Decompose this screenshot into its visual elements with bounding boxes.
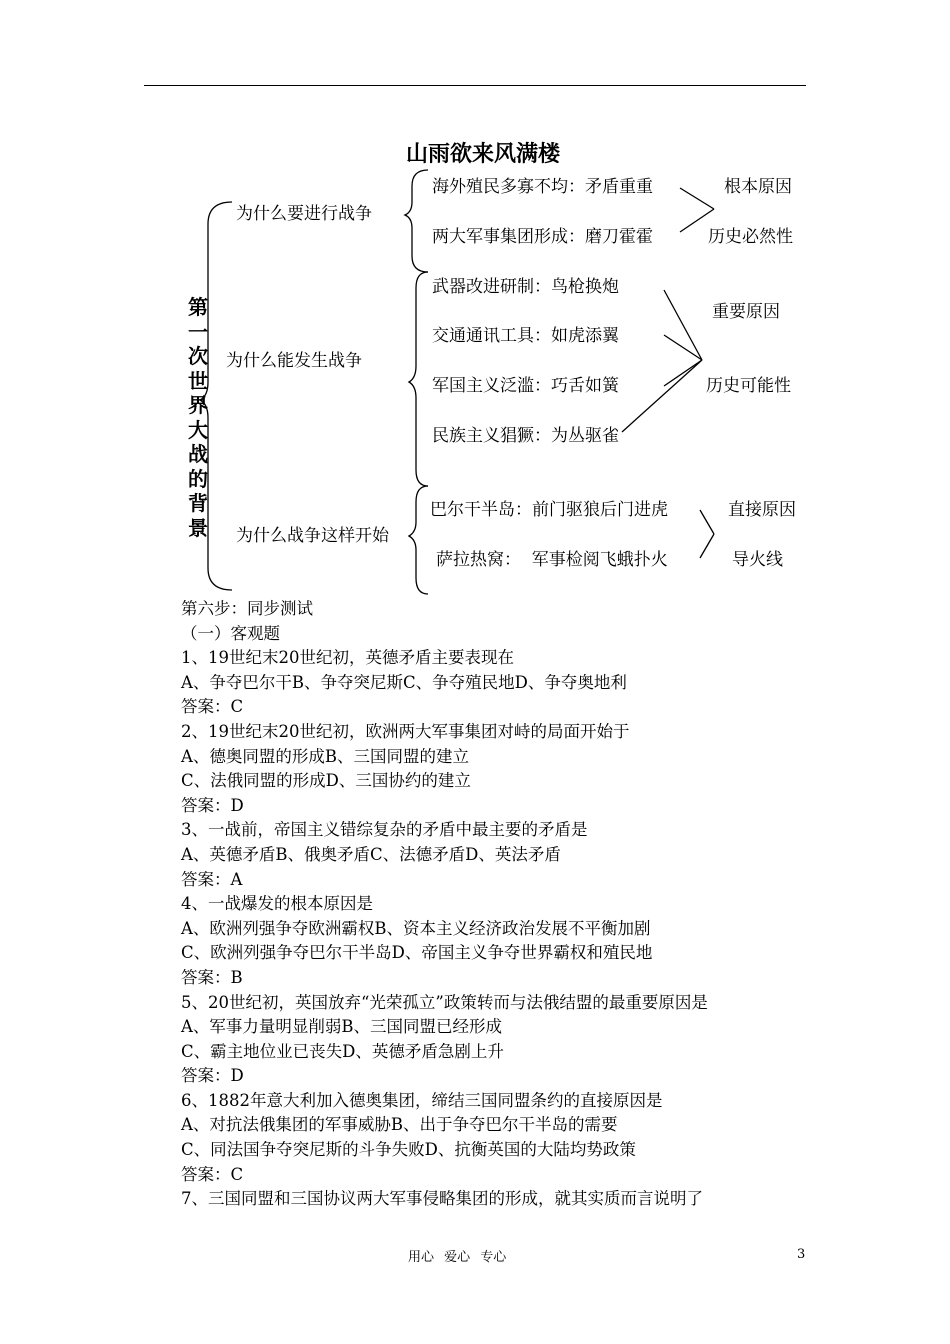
- option-line: A、军事力量明显削弱B、三国同盟已经形成: [181, 1017, 503, 1037]
- question-line: 2、19世纪末20世纪初，欧洲两大军事集团对峙的局面开始于: [181, 721, 630, 741]
- quiz-section: [181, 597, 821, 1212]
- answer-line: 答案：A: [181, 869, 243, 889]
- root-char: 界: [188, 393, 208, 417]
- connector-2a: [664, 290, 702, 360]
- root-char: 景: [188, 515, 208, 540]
- root-char: 一: [188, 319, 208, 344]
- question-line: 1、19世纪末20世纪初，英德矛盾主要表现在: [181, 648, 514, 668]
- result-3-2: 导火线: [732, 550, 783, 570]
- option-line: A、对抗法俄集团的军事威胁B、出于争夺巴尔干半岛的需要: [181, 1115, 618, 1135]
- diagram-title: 山雨欲来风满楼: [406, 142, 561, 167]
- answer-line: 答案：B: [181, 967, 243, 987]
- option-line: C、法俄同盟的形成D、三国协约的建立: [181, 771, 471, 791]
- answer-line: 答案：C: [181, 697, 244, 717]
- connector-3a: [700, 510, 714, 534]
- result-2-1: 重要原因: [712, 302, 780, 322]
- section-heading: 第六步：同步测试: [181, 599, 313, 618]
- item-2-2: 交通通讯工具：如虎添翼: [432, 326, 619, 346]
- question-3: 为什么战争这样开始: [236, 526, 389, 546]
- question-1: 为什么要进行战争: [236, 204, 372, 224]
- option-line: A、欧洲列强争夺欧洲霸权B、资本主义经济政治发展不平衡加剧: [181, 918, 651, 938]
- root-char: 世: [188, 368, 208, 393]
- option-line: A、德奥同盟的形成B、三国同盟的建立: [181, 746, 470, 766]
- option-line: A、英德矛盾B、俄奥矛盾C、法德矛盾D、英法矛盾: [181, 844, 561, 864]
- item-2-3: 军国主义泛滥：巧舌如簧: [432, 376, 619, 396]
- diagram-root-title: [184, 295, 212, 540]
- brace-1: [405, 170, 428, 272]
- item-3-1: 巴尔干半岛：前门驱狼后门进虎: [430, 500, 668, 520]
- brace-2: [409, 272, 428, 486]
- option-line: C、霸主地位业已丧失D、英德矛盾急剧上升: [181, 1041, 504, 1061]
- page-number: 3: [797, 1247, 806, 1262]
- result-1-2: 历史必然性: [708, 227, 793, 247]
- result-3-1: 直接原因: [728, 500, 796, 520]
- item-2-1: 武器改进研制：鸟枪换炮: [432, 277, 619, 297]
- result-2-2: 历史可能性: [706, 376, 791, 396]
- root-char: 第: [188, 295, 208, 319]
- connector-1a: [680, 188, 714, 209]
- option-line: C、同法国争夺突尼斯的斗争失败D、抗衡英国的大陆均势政策: [181, 1140, 636, 1160]
- option-line: A、争夺巴尔干B、争夺突尼斯C、争夺殖民地D、争夺奥地利: [181, 672, 627, 692]
- page-footer: 用心 爱心 专心: [408, 1250, 507, 1265]
- question-line: 7、三国同盟和三国协议两大军事侵略集团的形成，就其实质而言说明了: [181, 1189, 703, 1209]
- connector-3b: [700, 534, 714, 558]
- option-line: C、欧洲列强争夺巴尔干半岛D、帝国主义争夺世界霸权和殖民地: [181, 943, 653, 963]
- connector-2b: [664, 335, 702, 360]
- item-1-1: 海外殖民多寡不均：矛盾重重: [432, 177, 653, 197]
- result-1-1: 根本原因: [724, 177, 792, 197]
- answer-line: 答案：D: [181, 795, 244, 815]
- concept-diagram: [0, 0, 950, 600]
- root-char: 战: [188, 442, 208, 466]
- answer-line: 答案：D: [181, 1066, 244, 1086]
- question-line: 6、1882年意大利加入德奥集团，缔结三国同盟条约的直接原因是: [181, 1090, 663, 1110]
- question-line: 4、一战爆发的根本原因是: [181, 894, 373, 914]
- item-3-2: 萨拉热窝： 军事检阅飞蛾扑火: [436, 550, 668, 570]
- root-char: 的: [188, 466, 208, 491]
- question-line: 5、20世纪初，英国放弃“光荣孤立”政策转而与法俄结盟的最重要原因是: [181, 992, 708, 1012]
- root-char: 次: [188, 344, 208, 368]
- answer-line: 答案：C: [181, 1164, 244, 1184]
- subsection-heading: （一）客观题: [181, 623, 280, 643]
- root-char: 大: [188, 417, 208, 442]
- item-2-4: 民族主义猖獗：为丛驱雀: [432, 426, 619, 446]
- question-line: 3、一战前，帝国主义错综复杂的矛盾中最主要的矛盾是: [181, 820, 588, 840]
- root-char: 背: [188, 491, 208, 515]
- connector-2d: [622, 360, 702, 432]
- question-2: 为什么能发生战争: [226, 351, 362, 371]
- item-1-2: 两大军事集团形成：磨刀霍霍: [432, 227, 653, 247]
- connector-2c: [664, 360, 702, 386]
- brace-3: [409, 486, 428, 594]
